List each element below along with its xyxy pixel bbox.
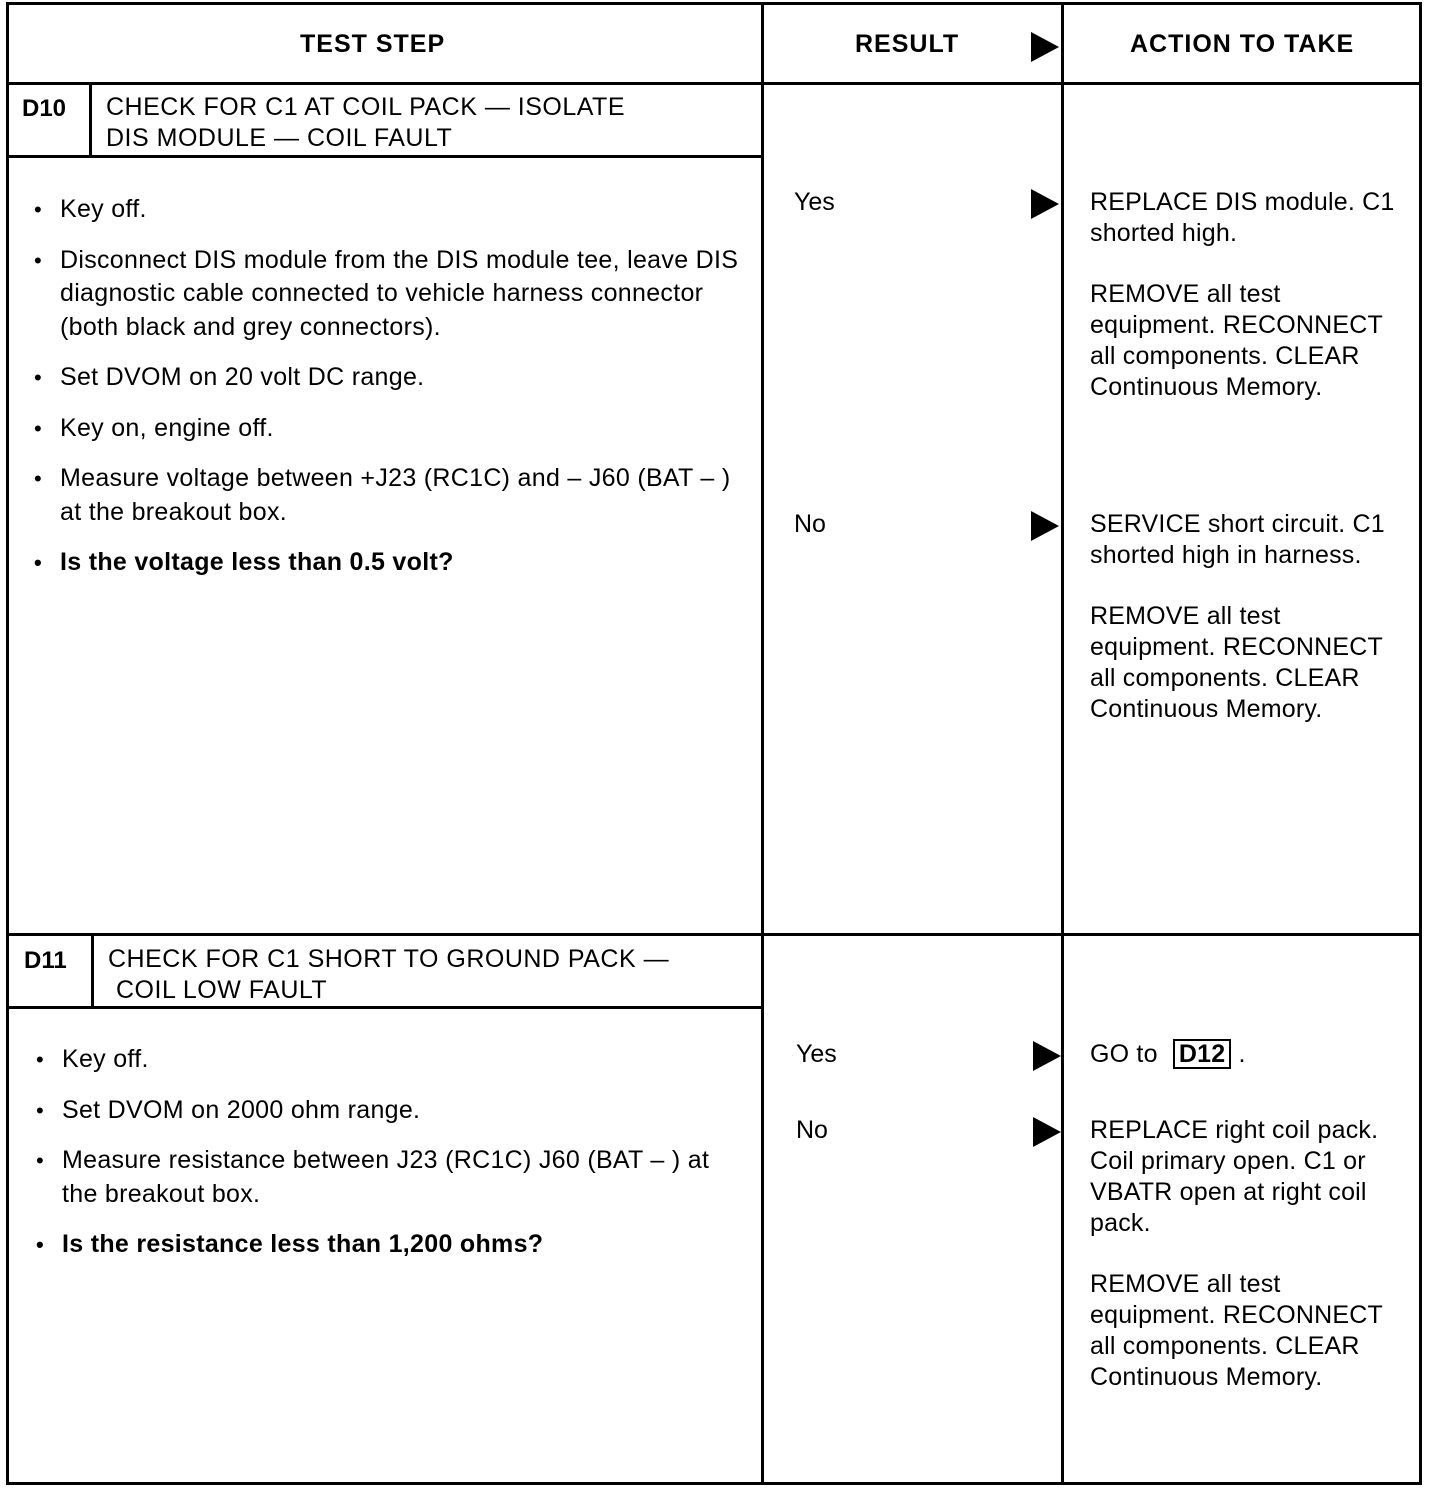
step-title bbox=[108, 944, 669, 1006]
action-text: REPLACE right coil pack. Coil primary open. C1 or VBATR open at right coil pack. bbox=[1090, 1116, 1379, 1237]
action-block bbox=[1090, 1115, 1410, 1423]
result-arrow-icon bbox=[1031, 189, 1059, 219]
action-text: REMOVE all test equipment. RECONNECT all components. CLEAR Continuous Memory. bbox=[1090, 602, 1383, 723]
step-title bbox=[106, 92, 625, 154]
goto-step-ref[interactable]: D12 bbox=[1173, 1039, 1231, 1069]
step-instructions bbox=[32, 193, 742, 597]
instruction-item: • Key off. bbox=[34, 1043, 734, 1077]
header-test-step: TEST STEP bbox=[300, 30, 446, 58]
instruction-item: • Disconnect DIS module from the DIS module tee, leave DIS diagnostic cable connected to vehicle harness connector (both black and grey connectors). bbox=[32, 244, 742, 345]
goto-suffix: . bbox=[1238, 1040, 1246, 1068]
step-id: D11 bbox=[24, 947, 67, 974]
instruction-item: • Measure resistance between J23 (RC1C) J60 (BAT – ) at the breakout box. bbox=[34, 1144, 734, 1211]
instruction-item: • Set DVOM on 2000 ohm range. bbox=[34, 1094, 734, 1128]
instruction-item: • Measure voltage between +J23 (RC1C) and – J60 (BAT – ) at the breakout box. bbox=[32, 462, 742, 529]
result-no: No bbox=[794, 510, 826, 538]
step-id-divider bbox=[89, 82, 92, 157]
instruction-item: • Key on, engine off. bbox=[32, 412, 742, 446]
instruction-question: • Is the resistance less than 1,200 ohms? bbox=[34, 1228, 734, 1262]
result-yes: Yes bbox=[794, 188, 835, 216]
result-no: No bbox=[796, 1116, 828, 1144]
header-arrow-icon bbox=[1031, 32, 1059, 62]
step-title-line: CHECK FOR C1 SHORT TO GROUND PACK — bbox=[108, 945, 670, 973]
column-divider-action bbox=[1061, 2, 1064, 1485]
step-instructions bbox=[34, 1043, 734, 1279]
step-title-line: COIL LOW FAULT bbox=[116, 976, 328, 1004]
header-result: RESULT bbox=[855, 30, 960, 58]
result-arrow-icon bbox=[1031, 511, 1059, 541]
header-action: ACTION TO TAKE bbox=[1130, 30, 1355, 58]
step-title-underline bbox=[6, 1006, 764, 1009]
step-title-line: CHECK FOR C1 AT COIL PACK — ISOLATE bbox=[106, 93, 626, 121]
row-divider bbox=[6, 933, 1422, 936]
step-title-line: DIS MODULE — COIL FAULT bbox=[106, 124, 453, 152]
action-text: REMOVE all test equipment. RECONNECT all components. CLEAR Continuous Memory. bbox=[1090, 1270, 1383, 1391]
action-block bbox=[1090, 1039, 1410, 1070]
step-id-divider bbox=[91, 933, 94, 1008]
action-text: REPLACE DIS module. C1 shorted high. bbox=[1090, 188, 1395, 247]
instruction-item: • Set DVOM on 20 volt DC range. bbox=[32, 361, 742, 395]
action-text: REMOVE all test equipment. RECONNECT all components. CLEAR Continuous Memory. bbox=[1090, 280, 1383, 401]
instruction-question: • Is the voltage less than 0.5 volt? bbox=[32, 546, 742, 580]
action-block bbox=[1090, 509, 1410, 755]
instruction-item: • Key off. bbox=[32, 193, 742, 227]
action-text: SERVICE short circuit. C1 shorted high in harness. bbox=[1090, 510, 1385, 569]
result-yes: Yes bbox=[796, 1040, 837, 1068]
step-id: D10 bbox=[22, 95, 67, 122]
step-title-underline bbox=[6, 155, 764, 158]
action-block bbox=[1090, 187, 1410, 433]
result-arrow-icon bbox=[1033, 1117, 1061, 1147]
header-divider bbox=[6, 82, 1422, 85]
column-divider-result bbox=[761, 2, 764, 1485]
result-arrow-icon bbox=[1033, 1041, 1061, 1071]
goto-text: GO to bbox=[1090, 1040, 1158, 1068]
